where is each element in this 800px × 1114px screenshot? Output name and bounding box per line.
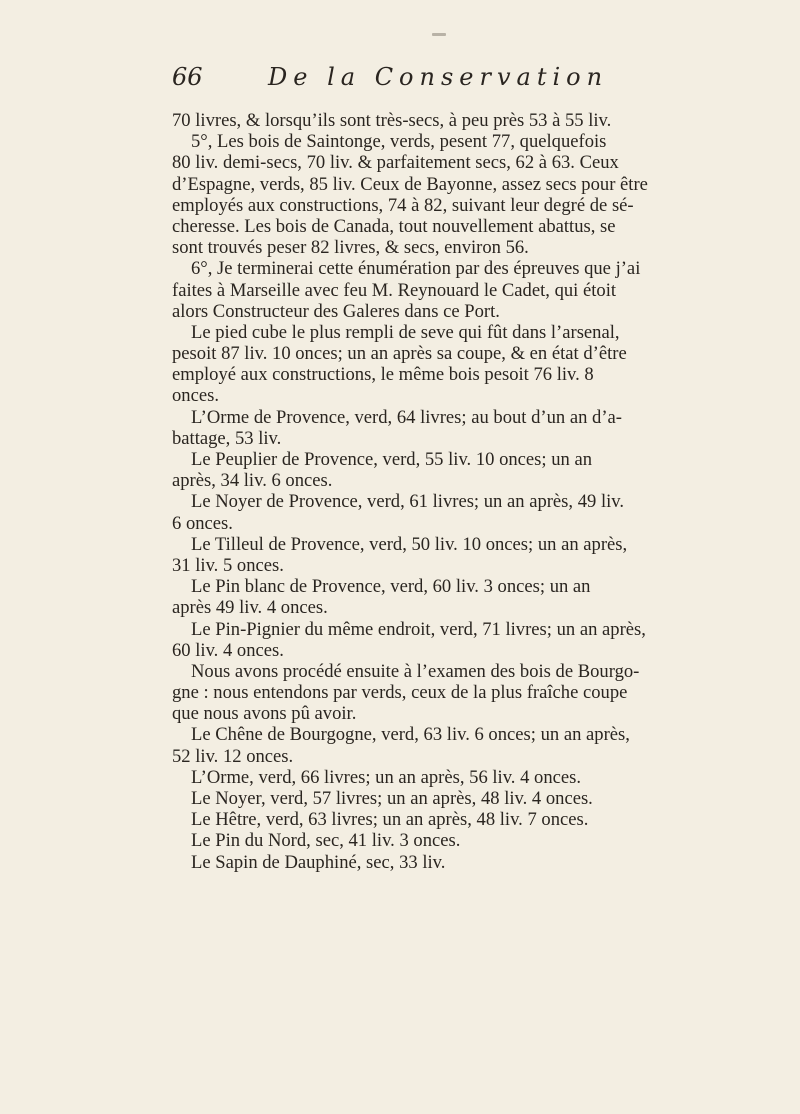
body-text: [172, 110, 720, 873]
paper-speck: [432, 33, 446, 36]
text-line: après 49 liv. 4 onces.: [172, 597, 328, 619]
text-line: Le Peuplier de Provence, verd, 55 liv. 10 onces; un an: [191, 449, 593, 470]
text-line: gne : nous entendons par verds, ceux de la plus fraîche coupe: [172, 682, 628, 704]
text-line: 60 liv. 4 onces.: [172, 639, 284, 661]
text-line: Le Pin du Nord, sec, 41 liv. 3 onces.: [191, 830, 461, 852]
text-line: Le Tilleul de Provence, verd, 50 liv. 10 onces; un an après,: [191, 533, 628, 555]
text-line: Nous avons procédé ensuite à l’examen des bois de Bourgo-: [191, 660, 640, 682]
text-line: Le Noyer de Provence, verd, 61 livres; un an après, 49 liv.: [191, 491, 625, 513]
text-line: employés aux constructions, 74 à 82, suivant leur degré de sé-: [172, 194, 634, 216]
text-line: Le Chêne de Bourgogne, verd, 63 liv. 6 onces; un an après,: [191, 724, 630, 746]
text-line: 6 onces.: [172, 512, 233, 534]
text-line: d’Espagne, verds, 85 liv. Ceux de Bayonne, assez secs pour être: [172, 173, 648, 195]
text-line: battage, 53 liv.: [172, 427, 282, 449]
running-head: De la Conservation: [268, 63, 609, 91]
text-line: employé aux constructions, le même bois pesoit 76 liv. 8: [172, 364, 594, 386]
text-line: faites à Marseille avec feu M. Reynouard le Cadet, qui étoit: [172, 279, 617, 301]
text-line: Le Sapin de Dauphiné, sec, 33 liv.: [191, 851, 446, 873]
text-line: 80 liv. demi-secs, 70 liv. & parfaitement secs, 62 à 63. Ceux: [172, 152, 619, 174]
text-line: 6°, Je terminerai cette énumération par des épreuves que j’ai: [191, 258, 641, 280]
text-line: L’Orme de Provence, verd, 64 livres; au bout d’un an d’a-: [191, 406, 622, 428]
text-line: sont trouvés peser 82 livres, & secs, environ 56.: [172, 237, 529, 259]
page-header: [172, 62, 692, 96]
page-number: 66: [172, 63, 203, 91]
text-line: onces.: [172, 385, 219, 407]
text-line: 5°, Les bois de Saintonge, verds, pesent 77, quelquefois: [191, 131, 607, 153]
text-line: 52 liv. 12 onces.: [172, 745, 294, 767]
text-line: après, 34 liv. 6 onces.: [172, 470, 333, 492]
text-line: 31 liv. 5 onces.: [172, 554, 284, 576]
text-line: Le Pin blanc de Provence, verd, 60 liv. 3 onces; un an: [191, 576, 591, 598]
text-line: pesoit 87 liv. 10 onces; un an après sa coupe, & en état d’être: [172, 343, 627, 365]
text-line: 70 livres, & lorsqu’ils sont très-secs, à peu près 53 à 55 liv.: [172, 110, 612, 131]
text-line: cheresse. Les bois de Canada, tout nouvellement abattus, se: [172, 215, 616, 237]
text-line: Le Pin-Pignier du même endroit, verd, 71 livres; un an après,: [191, 618, 646, 640]
text-line: Le pied cube le plus rempli de seve qui fût dans l’arsenal,: [191, 321, 620, 343]
text-line: alors Constructeur des Galeres dans ce Port.: [172, 300, 500, 322]
text-line: Le Noyer, verd, 57 livres; un an après, 48 liv. 4 onces.: [191, 788, 593, 809]
text-line: que nous avons pû avoir.: [172, 703, 357, 725]
text-line: L’Orme, verd, 66 livres; un an après, 56 liv. 4 onces.: [191, 766, 582, 788]
text-line: Le Hêtre, verd, 63 livres; un an après, 48 liv. 7 onces.: [191, 809, 589, 831]
